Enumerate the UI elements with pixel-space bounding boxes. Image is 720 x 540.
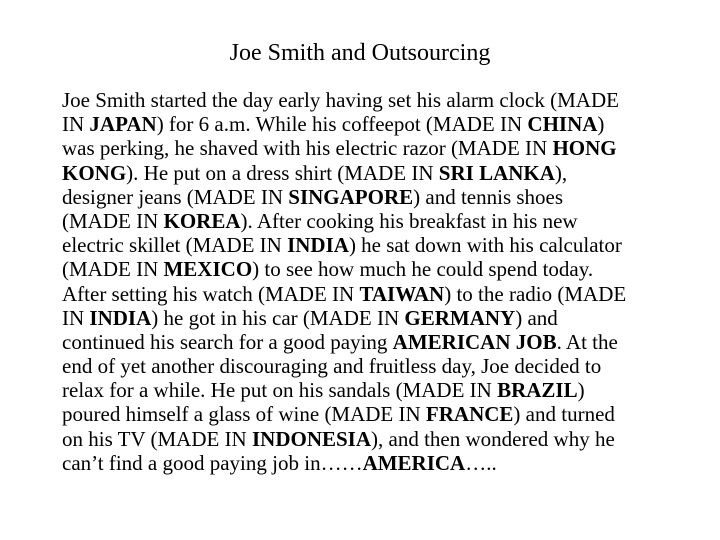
story-text: electric skillet (MADE IN	[62, 233, 288, 258]
story-text: . At the	[556, 329, 618, 354]
story-text: ) to the radio (MADE	[444, 281, 627, 306]
country-name: SRI LANKA	[438, 160, 555, 185]
story-text: ) he got in his car (MADE IN	[151, 305, 405, 330]
story-line	[62, 306, 682, 330]
story-paragraph	[62, 88, 682, 475]
country-name: MEXICO	[163, 257, 253, 282]
story-text: ) and	[515, 305, 558, 330]
story-text: IN	[62, 112, 90, 137]
country-name: SINGAPORE	[288, 184, 414, 209]
country-name: INDIA	[287, 233, 349, 258]
story-text: ),	[554, 160, 568, 185]
story-text: (MADE IN	[62, 208, 164, 233]
country-name: INDONESIA	[251, 426, 372, 451]
story-text: end of yet another discouraging and fruitless day, Joe decided to	[62, 354, 602, 379]
story-text: ). He put on a dress shirt (MADE IN	[126, 160, 439, 185]
story-text: ) and tennis shoes	[413, 184, 564, 209]
story-text: After setting his watch (MADE IN	[62, 281, 360, 306]
story-line	[62, 257, 682, 281]
story-line	[62, 282, 682, 306]
story-line	[62, 88, 682, 112]
story-line	[62, 451, 682, 475]
story-text: ) to see how much he could spend today.	[252, 257, 594, 282]
country-name: AMERICA	[362, 450, 466, 475]
story-text: continued his search for a good paying	[62, 329, 393, 354]
story-line	[62, 185, 682, 209]
story-line	[62, 136, 682, 160]
country-name: INDIA	[89, 305, 152, 330]
country-name: JAPAN	[89, 112, 157, 137]
story-text: ). After cooking his breakfast in his new	[240, 208, 578, 233]
story-text: (MADE IN	[62, 257, 164, 282]
country-name: GERMANY	[404, 305, 516, 330]
story-text: designer jeans (MADE IN	[62, 184, 289, 209]
story-line	[62, 378, 682, 402]
story-line	[62, 354, 682, 378]
country-name: HONG	[552, 136, 617, 161]
story-text: on his TV (MADE IN	[62, 426, 252, 451]
story-text: ) and turned	[513, 402, 615, 427]
story-text: can’t find a good paying job in……	[62, 450, 363, 475]
story-text: IN	[62, 305, 90, 330]
country-name: FRANCE	[425, 402, 514, 427]
story-line	[62, 112, 682, 136]
story-line	[62, 402, 682, 426]
story-text: …..	[465, 450, 497, 475]
story-text: ) he sat down with his calculator	[348, 233, 622, 258]
story-text: poured himself a glass of wine (MADE IN	[62, 402, 426, 427]
story-text: was perking, he shaved with his electric razor (MADE IN	[62, 136, 553, 161]
story-text: )	[597, 112, 605, 137]
country-name: AMERICAN JOB	[392, 329, 557, 354]
story-line	[62, 330, 682, 354]
story-text: ), and then wondered why he	[371, 426, 615, 451]
story-line	[62, 233, 682, 257]
story-text: Joe Smith started the day early having set his alarm clock (MADE	[62, 88, 619, 112]
slide-title: Joe Smith and Outsourcing	[229, 40, 491, 66]
story-line	[62, 209, 682, 233]
country-name: KONG	[62, 160, 127, 185]
story-line	[62, 161, 682, 185]
story-text: )	[577, 378, 585, 403]
story-text: ) for 6 a.m. While his coffeepot (MADE IN	[156, 112, 528, 137]
story-text: relax for a while. He put on his sandals (MADE IN	[62, 378, 498, 403]
country-name: BRAZIL	[497, 378, 578, 403]
country-name: TAIWAN	[359, 281, 445, 306]
country-name: CHINA	[527, 112, 598, 137]
country-name: KOREA	[163, 208, 241, 233]
story-line	[62, 427, 682, 451]
